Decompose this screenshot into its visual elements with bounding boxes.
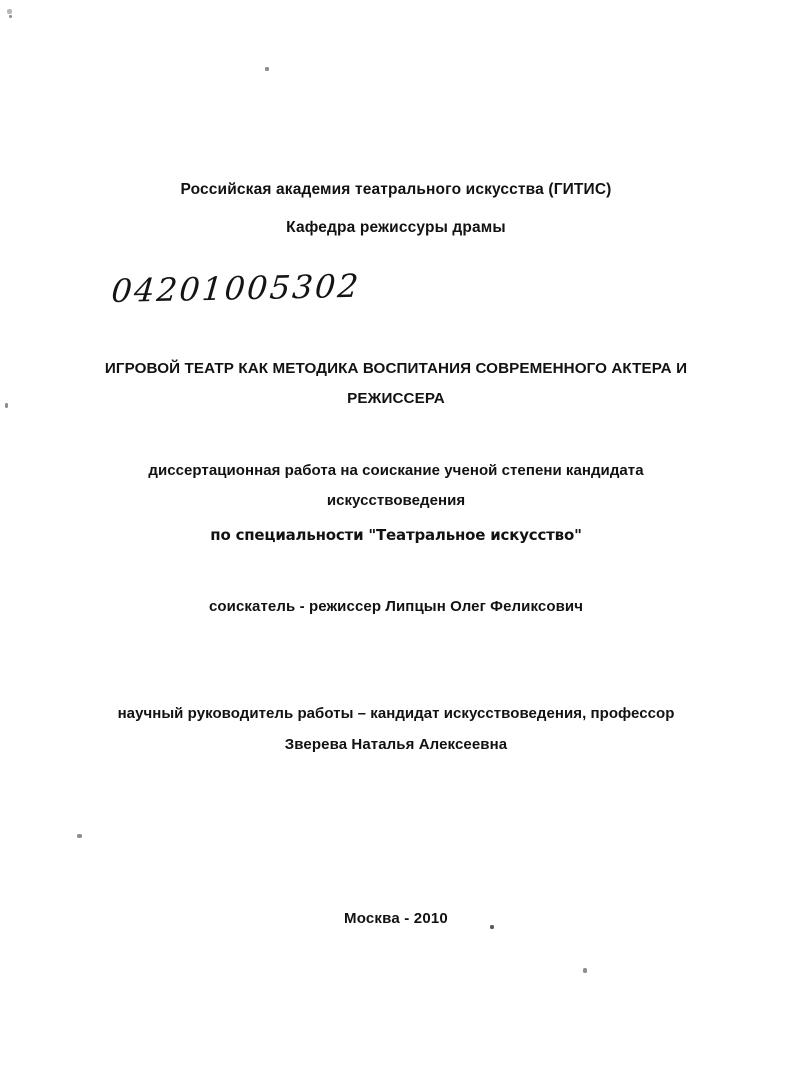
scan-speck (9, 15, 12, 18)
degree-statement-line-2: искусствоведения (326, 492, 466, 509)
scan-speck (265, 67, 269, 71)
specialty-line: по специальности "Театральное искусство" (210, 526, 582, 544)
scan-speck (7, 9, 12, 14)
scan-speck (490, 925, 494, 929)
department-name: Кафедра режиссуры драмы (286, 219, 506, 236)
supervisor-name-line: Зверева Наталья Алексеевна (284, 736, 508, 753)
supervisor-title-line: научный руководитель работы – кандидат искусствоведения, профессор (117, 705, 675, 722)
city-year-line: Москва - 2010 (344, 910, 448, 927)
institution-name: Российская академия театрального искусства (ГИТИС) (180, 181, 612, 198)
degree-statement-line-1: диссертационная работа на соискание ученой степени кандидата (148, 462, 644, 479)
scan-speck (583, 968, 587, 973)
handwritten-archive-number: 04201005302 (110, 266, 362, 310)
dissertation-title-line-2: РЕЖИССЕРА (347, 390, 445, 407)
applicant-line: соискатель - режиссер Липцын Олег Феликсович (208, 598, 584, 615)
scan-speck (5, 403, 8, 408)
scan-speck (77, 834, 82, 838)
dissertation-title-line-1: ИГРОВОЙ ТЕАТР КАК МЕТОДИКА ВОСПИТАНИЯ СОВРЕМЕННОГО АКТЕРА И (104, 360, 688, 377)
